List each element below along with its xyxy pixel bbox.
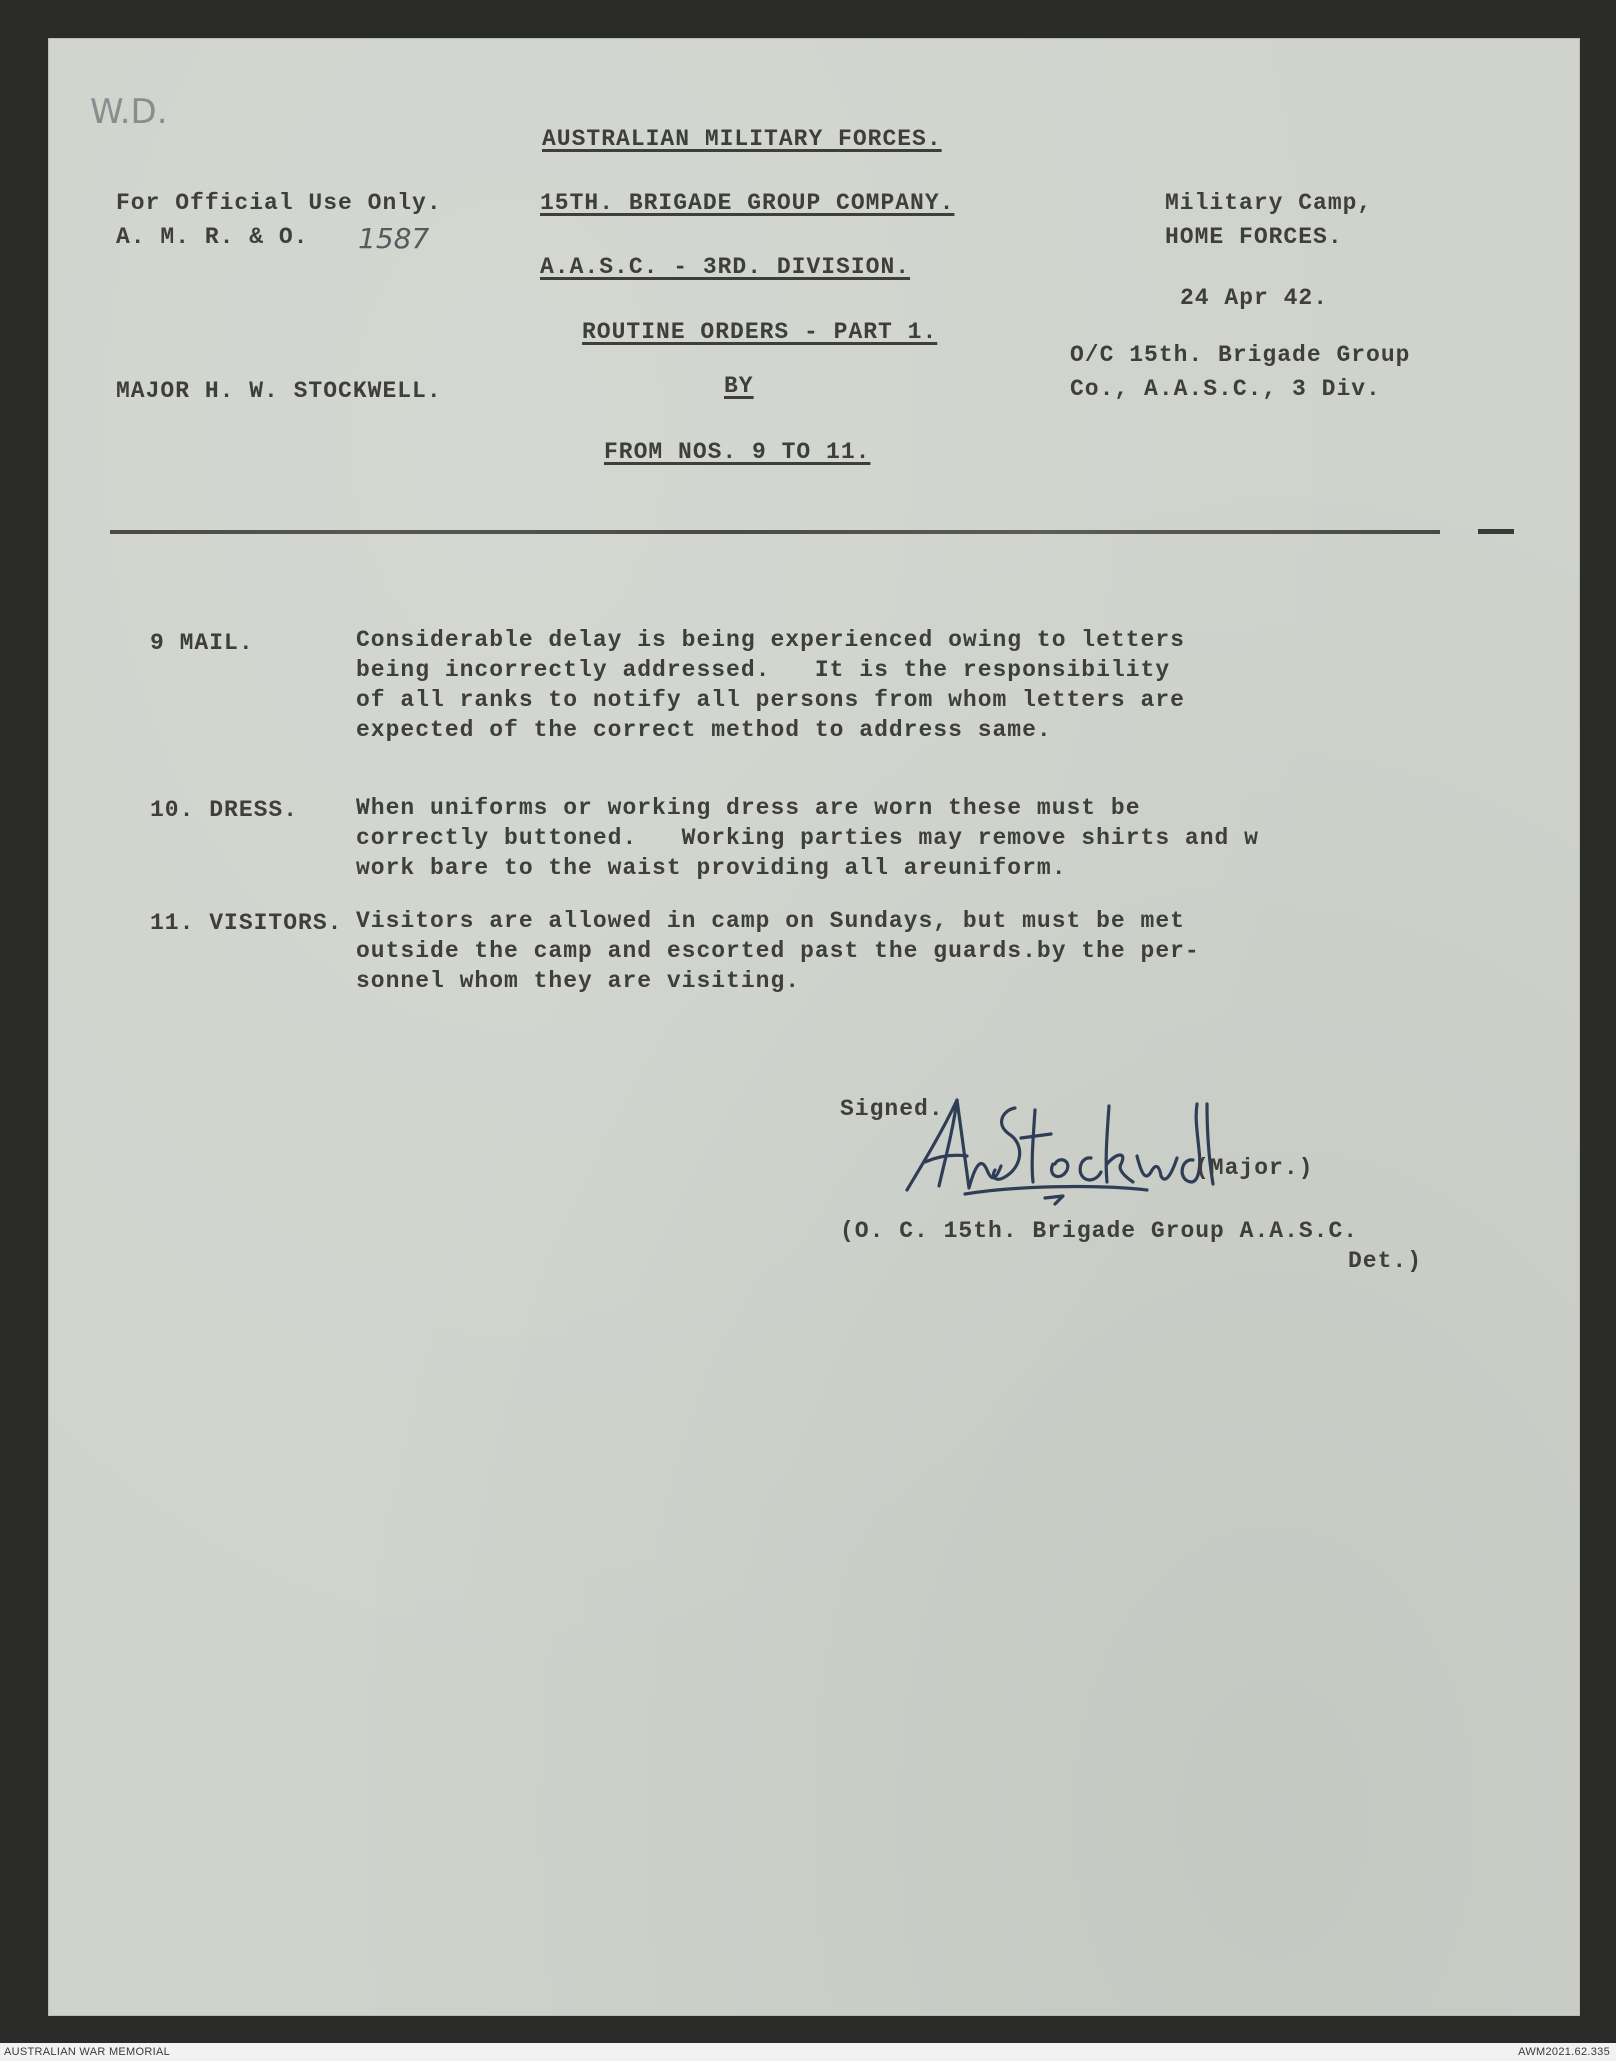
official-use-label: For Official Use Only.	[116, 190, 442, 216]
major-name: MAJOR H. W. STOCKWELL.	[116, 378, 442, 404]
amr-reference: A. M. R. & O.	[116, 224, 309, 250]
orders-title: ROUTINE ORDERS - PART 1.	[582, 319, 938, 345]
orders-range: FROM NOS. 9 TO 11.	[604, 439, 871, 465]
division-heading: A.A.S.C. - 3RD. DIVISION.	[540, 254, 911, 280]
header-divider-end	[1478, 529, 1514, 534]
order-10-text: When uniforms or working dress are worn these must be correctly buttoned. Working parties may remove shirts and w work bare to the waist providing all areuniform.	[356, 795, 1259, 881]
wd-annotation: W.D.	[90, 92, 168, 132]
unit-heading: 15TH. BRIGADE GROUP COMPANY.	[540, 190, 955, 216]
archive-reference: AWM2021.62.335	[1518, 2046, 1610, 2058]
header-divider	[110, 530, 1440, 534]
commander-line-1: O/C 15th. Brigade Group	[1070, 342, 1411, 368]
signature-image	[895, 1090, 1235, 1210]
signatory-position-line-2: Det.)	[1348, 1248, 1423, 1274]
location-line-1: Military Camp,	[1165, 190, 1373, 216]
order-9-label: 9 MAIL.	[150, 630, 254, 656]
order-11-text: Visitors are allowed in camp on Sundays, but must be met outside the camp and escorted past the guards.by the per- sonnel whom they are visiting.	[356, 908, 1200, 994]
signatory-position-line-1: (O. C. 15th. Brigade Group A.A.S.C.	[840, 1218, 1359, 1244]
archive-footer	[0, 2043, 1616, 2061]
order-11-label: 11. VISITORS.	[150, 910, 343, 936]
commander-line-2: Co., A.A.S.C., 3 Div.	[1070, 376, 1381, 402]
amr-handwritten-number: 1587	[358, 222, 430, 255]
by-label: BY	[724, 373, 754, 399]
signatory-rank: (Major.)	[1195, 1155, 1314, 1181]
organisation-heading: AUSTRALIAN MILITARY FORCES.	[542, 126, 942, 152]
location-line-2: HOME FORCES.	[1165, 224, 1343, 250]
order-10-label: 10. DRESS.	[150, 797, 299, 823]
signed-label: Signed.	[840, 1096, 944, 1122]
order-9-text: Considerable delay is being experienced owing to letters being incorrectly addressed. It is the responsibility of all ranks to notify all persons from whom letters are expected of the correct method to address same.	[356, 627, 1185, 743]
archive-name: AUSTRALIAN WAR MEMORIAL	[4, 2046, 171, 2058]
order-date: 24 Apr 42.	[1180, 285, 1329, 311]
